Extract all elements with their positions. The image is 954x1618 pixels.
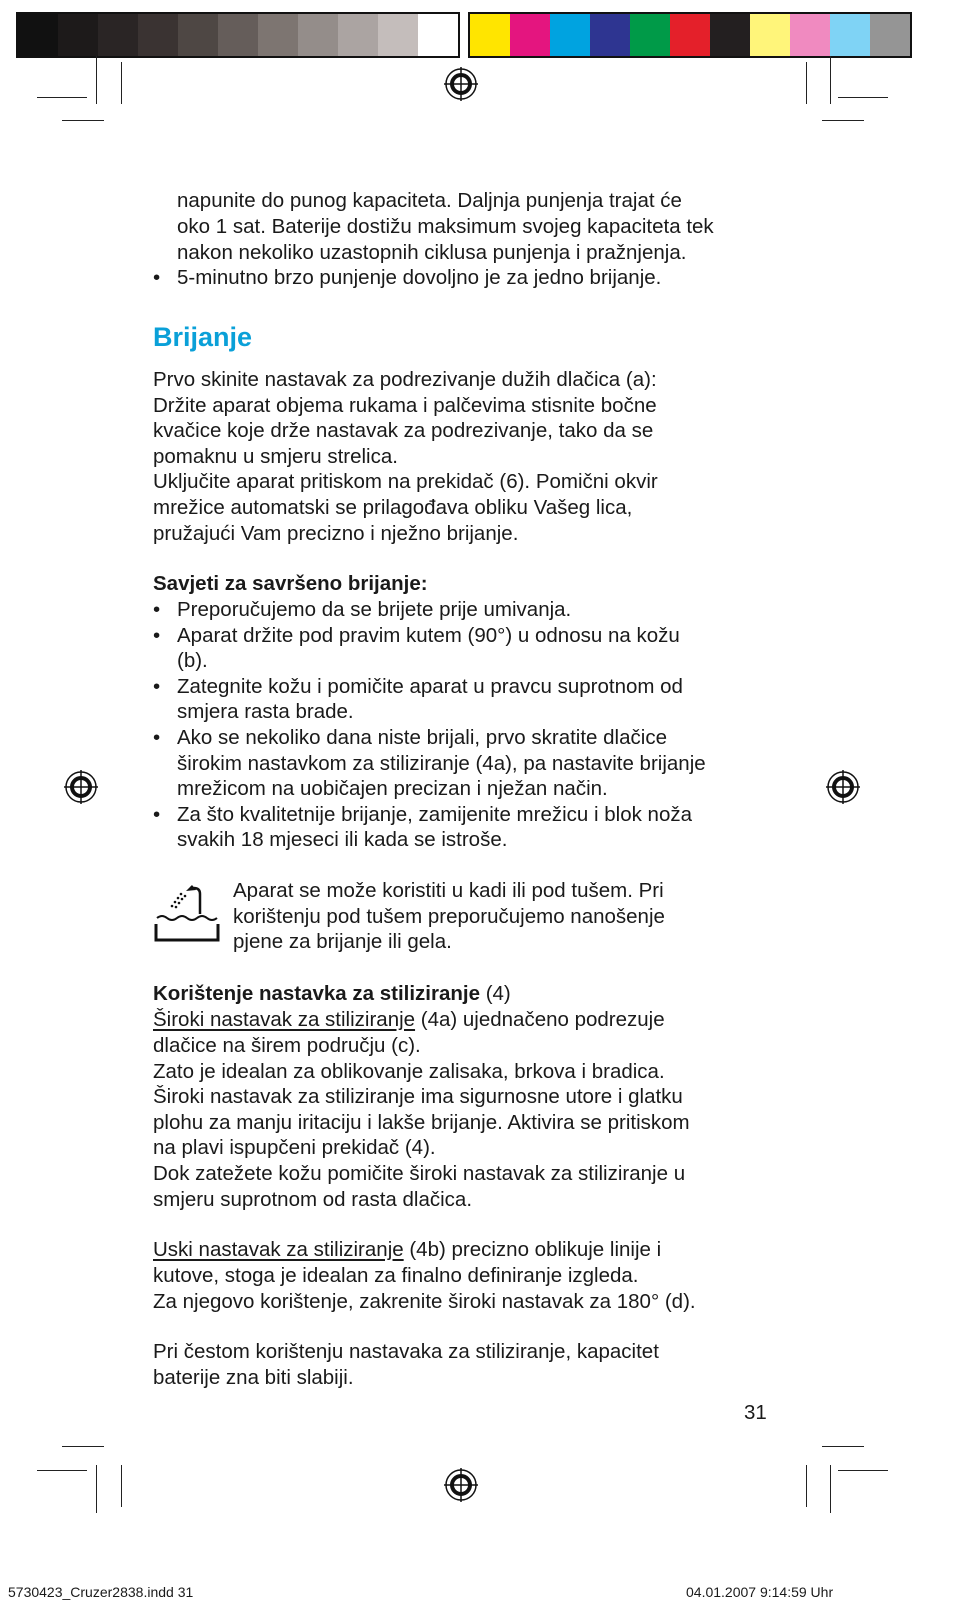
tip-line: širokim nastavkom za stiliziranje (4a), pa nastavite brijanje (177, 751, 706, 775)
wide-trimmer-name: Široki nastavak za stiliziranje (153, 1008, 416, 1031)
color-swatch (790, 14, 830, 56)
crop-mark (96, 56, 97, 104)
registration-mark-icon (826, 770, 860, 804)
text-line: Za njegovo korištenje, zakrenite široki nastavak za 180° (d). (153, 1289, 696, 1313)
crop-mark (62, 120, 104, 121)
crop-mark (96, 1465, 97, 1513)
tip-line: (b). (177, 649, 208, 673)
styling-heading (153, 981, 511, 1007)
section-title: Brijanje (153, 322, 253, 352)
narrow-trimmer-rest: (4b) precizno oblikuje linije i (403, 1238, 662, 1261)
color-swatch (870, 14, 910, 56)
crop-mark (121, 62, 122, 104)
tip-line: Preporučujemo da se brijete prije umivanja. (177, 598, 572, 621)
bullet-icon: • (153, 623, 161, 647)
color-swatch (750, 14, 790, 56)
color-swatch (510, 14, 550, 56)
crop-mark (838, 1470, 888, 1471)
text-line: Aparat se može koristiti u kadi ili pod tušem. Pri (233, 879, 664, 902)
bullet-icon: • (153, 802, 161, 826)
color-swatch (338, 14, 378, 56)
color-swatch (218, 14, 258, 56)
intro-line: napunite do punog kapaciteta. Daljnja punjenja trajat će (177, 189, 682, 212)
text-line: Dok zatežete kožu pomičite široki nastavak za stiliziranje u (153, 1162, 686, 1185)
tip-line: svakih 18 mjeseci ili kada se istroše. (177, 828, 508, 852)
color-swatch (298, 14, 338, 56)
tip-line: Ako se nekoliko dana niste brijali, prvo skratite dlačice (177, 726, 667, 749)
crop-mark (830, 56, 831, 104)
text-line: baterije zna biti slabiji. (153, 1365, 354, 1389)
color-swatch (710, 14, 750, 56)
narrow-trimmer-name: Uski nastavak za stiliziranje (153, 1238, 404, 1261)
color-swatch (178, 14, 218, 56)
crop-mark (62, 1446, 104, 1447)
color-swatch (18, 14, 58, 56)
intro-bullet: 5-minutno brzo punjenje dovoljno je za jedno brijanje. (177, 266, 662, 289)
bullet-icon: • (153, 598, 161, 621)
color-swatch (138, 14, 178, 56)
crop-mark (822, 1446, 864, 1447)
intro-line: nakon nekoliko uzastopnih ciklusa punjenja i pražnjenja. (177, 241, 687, 264)
registration-mark-icon (64, 770, 98, 804)
color-swatch (550, 14, 590, 56)
text-line: korištenju pod tušem preporučujemo nanošenje (233, 904, 665, 928)
bullet-icon: • (153, 726, 161, 749)
color-swatch (98, 14, 138, 56)
intro-line: oko 1 sat. Baterije dostižu maksimum svojeg kapaciteta tek (177, 215, 714, 238)
wide-trimmer-rest: (4a) ujednačeno podrezuje (415, 1008, 665, 1031)
crop-mark (838, 97, 888, 98)
text-line: Uključite aparat pritiskom na prekidač (6). Pomični okvir (153, 470, 658, 494)
color-swatch (378, 14, 418, 56)
grayscale-color-bar (16, 12, 460, 58)
text-line: dlačice na širem području (c). (153, 1034, 421, 1057)
text-line: plohu za manju iritaciju i lakše brijanje. Aktivira se pritiskom (153, 1110, 690, 1134)
tip-line: smjera rasta brade. (177, 700, 354, 724)
process-color-bar (468, 12, 912, 58)
text-line: pružajući Vam precizno i nježno brijanje. (153, 521, 519, 545)
crop-mark (822, 120, 864, 121)
text-line: Široki nastavak za stiliziranje ima sigurnosne utore i glatku (153, 1085, 683, 1109)
page-number: 31 (744, 1401, 767, 1424)
tip-line: Aparat držite pod pravim kutem (90°) u odnosu na kožu (177, 623, 680, 647)
color-swatch (830, 14, 870, 56)
crop-mark (806, 1465, 807, 1507)
text-line: pjene za brijanje ili gela. (233, 930, 452, 954)
tips-heading: Savjeti za savršeno brijanje: (153, 572, 428, 595)
crop-mark (37, 1470, 87, 1471)
wide-trimmer-line (153, 1007, 665, 1033)
bullet-icon: • (153, 266, 161, 289)
color-swatch (418, 14, 458, 56)
registration-mark-icon (444, 67, 478, 101)
text-line: kvačice koje drže nastavak za podrezivanje, tako da se (153, 419, 654, 443)
registration-mark-icon (444, 1468, 478, 1502)
text-line: Zato je idealan za oblikovanje zalisaka, brkova i bradica. (153, 1059, 665, 1083)
color-swatch (670, 14, 710, 56)
text-line: smjeru suprotnom od rasta dlačica. (153, 1187, 473, 1211)
tip-line: mrežicom na uobičajen precizan i nježan način. (177, 777, 608, 801)
color-swatch (630, 14, 670, 56)
footer-file: 5730423_Cruzer2838.indd 31 (8, 1584, 194, 1600)
text-line: mrežice automatski se prilagođava obliku Vašeg lica, (153, 496, 633, 519)
crop-mark (37, 97, 87, 98)
styling-heading-bold: Korištenje nastavka za stiliziranje (153, 982, 480, 1005)
footer-date: 04.01.2007 9:14:59 Uhr (686, 1584, 834, 1600)
crop-mark (830, 1465, 831, 1513)
text-line: Pri čestom korištenju nastavaka za stiliziranje, kapacitet (153, 1340, 659, 1363)
color-swatch (58, 14, 98, 56)
color-swatch (590, 14, 630, 56)
styling-heading-rest: (4) (480, 982, 511, 1005)
shower-bath-icon (152, 884, 222, 946)
text-line: Prvo skinite nastavak za podrezivanje dužih dlačica (a): (153, 368, 657, 391)
text-line: kutove, stoga je idealan za finalno definiranje izgleda. (153, 1264, 639, 1287)
crop-mark (806, 62, 807, 104)
narrow-trimmer-line (153, 1237, 661, 1263)
tip-line: Za što kvalitetnije brijanje, zamijenite mrežicu i blok noža (177, 802, 693, 826)
crop-mark (121, 1465, 122, 1507)
color-swatch (258, 14, 298, 56)
text-line: na plavi ispupčeni prekidač (4). (153, 1136, 436, 1160)
text-line: pomaknu u smjeru strelica. (153, 444, 398, 468)
bullet-icon: • (153, 674, 161, 698)
color-swatch (470, 14, 510, 56)
tip-line: Zategnite kožu i pomičite aparat u pravcu suprotnom od (177, 674, 683, 698)
text-line: Držite aparat objema rukama i palčevima stisnite bočne (153, 393, 657, 417)
